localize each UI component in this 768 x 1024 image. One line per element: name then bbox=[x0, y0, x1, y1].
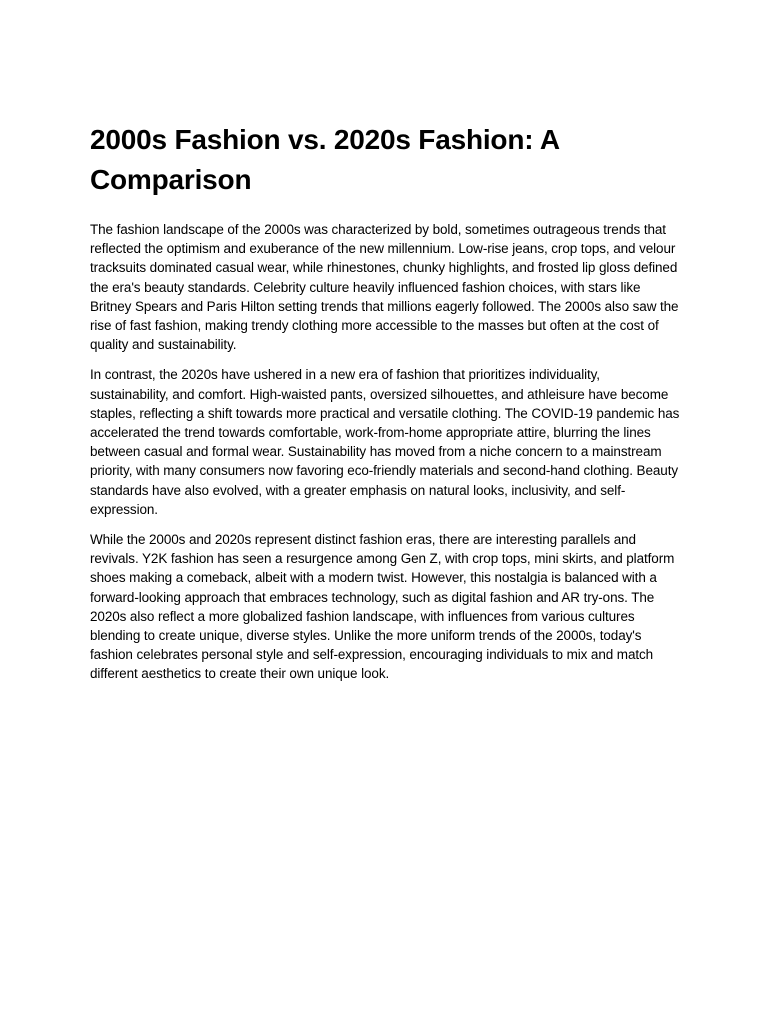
paragraph-comparison: While the 2000s and 2020s represent distinct fashion eras, there are interesting parallels and revivals. Y2K fashion has seen a resurgence among Gen Z, with crop tops, mini skirts, and platform shoes making a comeback, albeit with a modern twist. However, this nostalgia is balanced with a forward-looking approach that embraces technology, such as digital fashion and AR try-ons. The 2020s also reflect a more globalized fashion landscape, with influences from various cultures blending to create unique, diverse styles. Unlike the more uniform trends of the 2000s, today's fashion celebrates personal style and self-expression, encouraging individuals to mix and match different aesthetics to create their own unique look. bbox=[90, 532, 675, 682]
document-title: 2000s Fashion vs. 2020s Fashion: A Comparison bbox=[90, 124, 559, 195]
paragraph-2020s: In contrast, the 2020s have ushered in a new era of fashion that prioritizes individuality, sustainability, and comfort. High-waisted pants, oversized silhouettes, and athleisure have become staples, reflecting a shift towards more practical and versatile clothing. The COVID-19 pandemic has accelerated the trend towards comfortable, work-from-home appropriate attire, blurring the lines between casual and formal wear. Sustainability has moved from a niche concern to a mainstream priority, with many consumers now favoring eco-friendly materials and second-hand clothing. Beauty standards have also evolved, with a greater emphasis on natural looks, inclusivity, and self-expression. bbox=[90, 367, 680, 517]
document-page bbox=[90, 120, 682, 695]
paragraph-2000s: The fashion landscape of the 2000s was characterized by bold, sometimes outrageous trends that reflected the optimism and exuberance of the new millennium. Low-rise jeans, crop tops, and velour tracksuits dominated casual wear, while rhinestones, chunky highlights, and frosted lip gloss defined the era's beauty standards. Celebrity culture heavily influenced fashion choices, with stars like Britney Spears and Paris Hilton setting trends that millions eagerly followed. The 2000s also saw the rise of fast fashion, making trendy clothing more accessible to the masses but often at the cost of quality and sustainability. bbox=[90, 222, 679, 353]
